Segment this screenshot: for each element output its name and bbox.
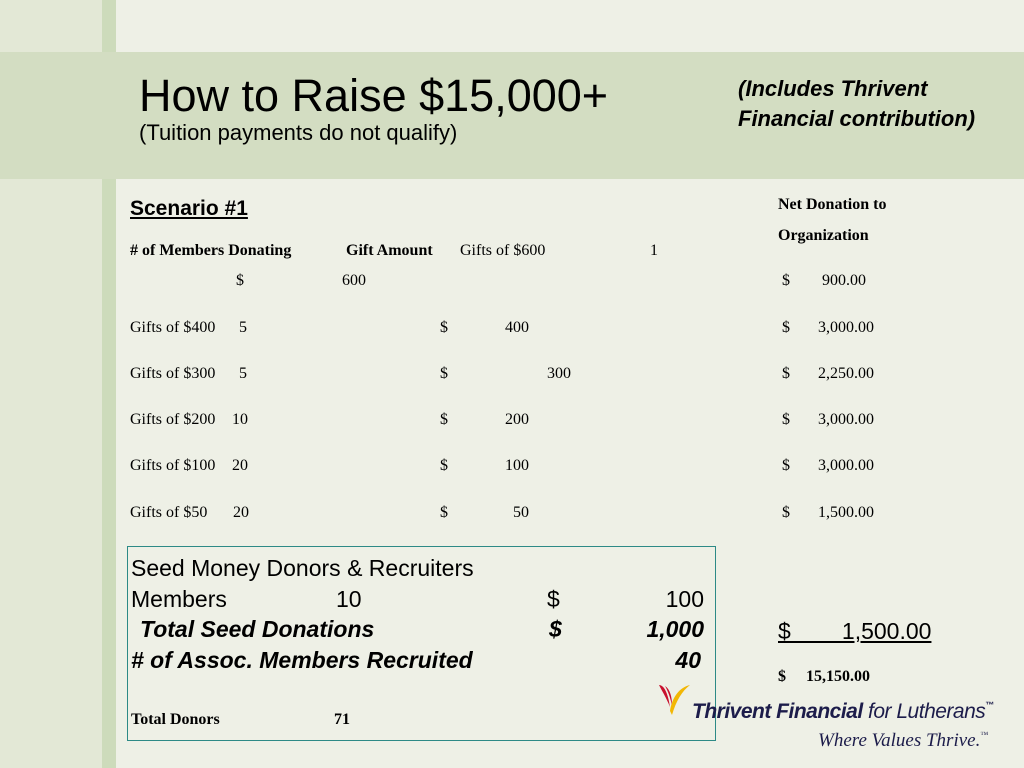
row-amount: 200: [505, 411, 529, 428]
note-line-1: (Includes Thrivent: [738, 76, 928, 101]
row-label: Gifts of $300: [130, 365, 216, 382]
grand-total: $ 15,150.00: [778, 668, 870, 685]
total-donors-count: 71: [334, 711, 350, 728]
total-seed-amount: 1,000: [646, 616, 704, 642]
net-donation-header-line2: Organization: [778, 227, 869, 244]
row-amount: 400: [505, 319, 529, 336]
row-600-dollar: $: [236, 272, 244, 289]
page-subtitle: (Tuition payments do not qualify): [139, 120, 458, 145]
row-amount: 300: [547, 365, 571, 382]
row-dollar: $: [440, 319, 448, 336]
row-net-dollar: $: [782, 365, 790, 382]
net-donation-header-line1: Net Donation to: [778, 196, 887, 213]
members-donating-header: # of Members Donating: [130, 242, 292, 259]
seed-title: Seed Money Donors & Recruiters: [131, 555, 474, 581]
logo-tagline-trademark: ™: [980, 730, 989, 739]
row-amount: 50: [513, 504, 529, 521]
thrivent-logo-icon: [656, 683, 696, 719]
row-count: 20: [232, 457, 248, 474]
seed-members-amount: 100: [665, 586, 704, 612]
row-net-dollar: $: [782, 504, 790, 521]
row-label: Gifts of $50: [130, 504, 208, 521]
row-dollar: $: [440, 411, 448, 428]
recruited-label: # of Assoc. Members Recruited: [131, 647, 473, 673]
seed-members-count: 10: [336, 586, 362, 612]
row-dollar: $: [440, 504, 448, 521]
seed-net-total: $ 1,500.00: [778, 618, 932, 644]
row-600-label: Gifts of $600: [460, 242, 546, 259]
row-600-count: 1: [650, 242, 658, 259]
row-dollar: $: [440, 365, 448, 382]
row-net-dollar: $: [782, 411, 790, 428]
note-line-2: Financial contribution): [738, 106, 976, 131]
row-net: 2,250.00: [818, 365, 874, 382]
row-count: 5: [239, 319, 247, 336]
row-dollar: $: [440, 457, 448, 474]
seed-members-dollar: $: [547, 586, 560, 612]
logo-brand-bold: Thrivent Financial: [692, 700, 863, 723]
row-net: 3,000.00: [818, 319, 874, 336]
row-net: 3,000.00: [818, 457, 874, 474]
row-net: 1,500.00: [818, 504, 874, 521]
row-count: 5: [239, 365, 247, 382]
row-label: Gifts of $100: [130, 457, 216, 474]
row-label: Gifts of $400: [130, 319, 216, 336]
gift-amount-header: Gift Amount: [346, 242, 433, 259]
logo-trademark: ™: [985, 700, 994, 710]
thrivent-logo-text: [692, 700, 994, 724]
total-seed-label: Total Seed Donations: [140, 616, 375, 642]
total-seed-dollar: $: [549, 616, 562, 642]
row-600-amount: 600: [342, 272, 366, 289]
row-net-dollar: $: [782, 457, 790, 474]
total-donors-label: Total Donors: [131, 711, 220, 728]
scenario-heading: Scenario #1: [130, 197, 248, 220]
logo-tagline: [818, 730, 988, 752]
row-amount: 100: [505, 457, 529, 474]
logo-tagline-text: Where Values Thrive.: [818, 730, 981, 751]
seed-members-label: Members: [131, 586, 227, 612]
logo-brand-rest: for Lutherans: [862, 700, 986, 723]
row-600-net: $ 900.00: [782, 272, 866, 289]
row-label: Gifts of $200: [130, 411, 216, 428]
recruited-count: 40: [675, 647, 701, 673]
row-count: 10: [232, 411, 248, 428]
row-net-dollar: $: [782, 319, 790, 336]
page-title: How to Raise $15,000+: [139, 70, 609, 121]
row-net: 3,000.00: [818, 411, 874, 428]
row-count: 20: [233, 504, 249, 521]
